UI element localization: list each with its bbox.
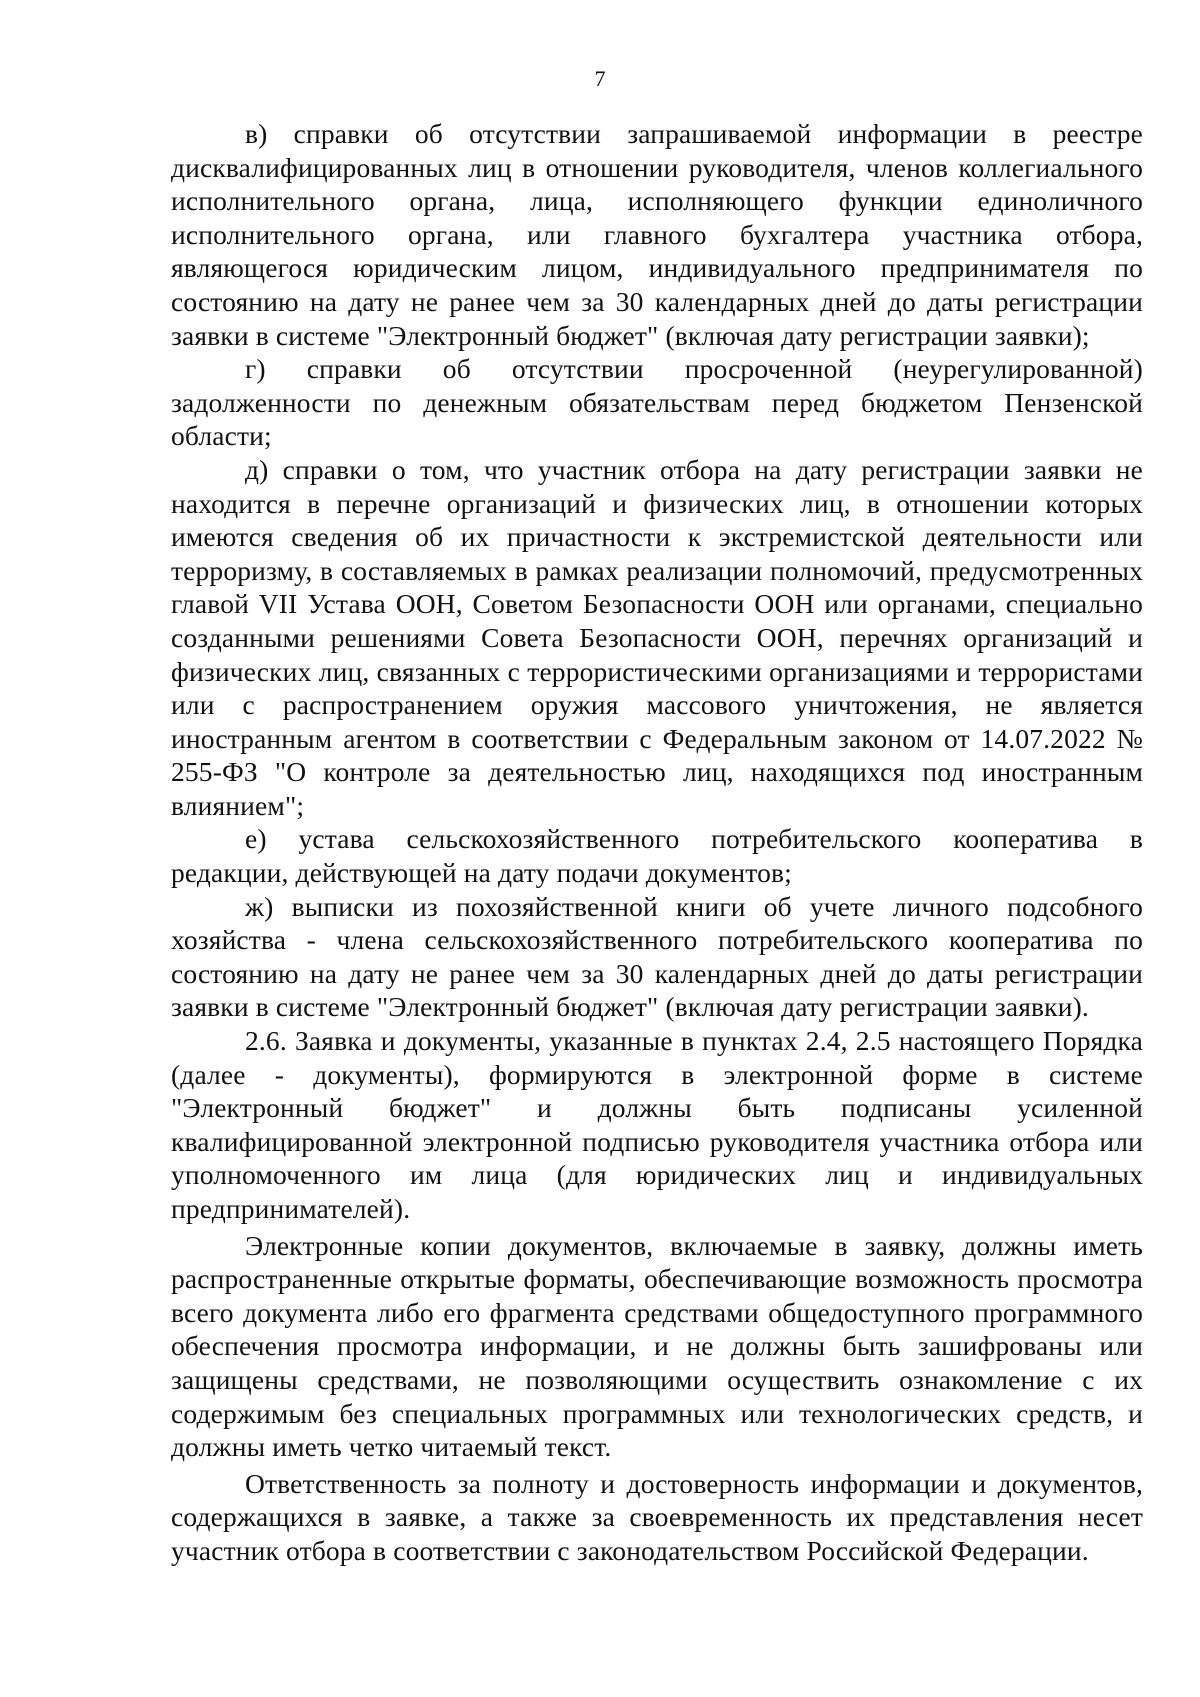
paragraph-electronic-copies: Электронные копии документов, включаемые в заявку, должны иметь распространенные открытые форматы, обеспечивающие возможность просмотра всего документа либо его фрагмента средствами общедоступного программного обеспечения просмотра информации, и не должны быть зашифрованы или защищены средствами, не позволяющими осуществить ознакомление с их содержимым без специальных программных или технологических средств, и должны иметь четко читаемый текст. [171, 1229, 1143, 1463]
paragraph-item-g: г) справки об отсутствии просроченной (неурегулированной) задолженности по денежным обязательствам перед бюджетом Пензенской области; [171, 353, 1143, 452]
paragraph-clause-2-6: 2.6. Заявка и документы, указанные в пунктах 2.4, 2.5 настоящего Порядка (далее - документы), формируются в электронной форме в системе "Электронный бюджет" и должны быть подписаны усиленной квалифицированной электронной подписью руководителя участника отбора или уполномоченного им лица (для юридических лиц и индивидуальных предпринимателей). [171, 1025, 1143, 1224]
page-number: 7 [594, 66, 606, 91]
paragraph-responsibility: Ответственность за полноту и достоверность информации и документов, содержащихся в заявке, а также за своевременность их представления несет участник отбора в соответствии с законодательством Российской Федерации. [171, 1467, 1143, 1566]
paragraph-item-v: в) справки об отсутствии запрашиваемой информации в реестре дисквалифицированных лиц в отношении руководителя, членов коллегиального исполнительного органа, лица, исполняющего функции единоличного исполнительного органа, или главного бухгалтера участника отбора, являющегося юридическим лицом, индивидуального предпринимателя по состоянию на дату не ранее чем за 30 календарных дней до даты регистрации заявки в системе "Электронный бюджет" (включая дату регистрации заявки); [171, 118, 1143, 351]
paragraph-item-e: е) устава сельскохозяйственного потребительского кооператива в редакции, действующей на дату подачи документов; [171, 823, 1143, 889]
document-body [171, 117, 1143, 1568]
paragraph-item-zh: ж) выписки из похозяйственной книги об учете личного подсобного хозяйства - члена сельскохозяйственного потребительского кооператива по состоянию на дату не ранее чем за 30 календарных дней до даты регистрации заявки в системе "Электронный бюджет" (включая дату регистрации заявки). [171, 890, 1143, 1023]
paragraph-item-d: д) справки о том, что участник отбора на дату регистрации заявки не находится в перечне организаций и физических лиц, в отношении которых имеются сведения об их причастности к экстремистской деятельности или терроризму, в составляемых в рамках реализации полномочий, предусмотренных главой VII Устава ООН, Советом Безопасности ООН или органами, специально созданными решениями Совета Безопасности ООН, перечнях организаций и физических лиц, связанных с террористическими организациями и террористами или с распространением оружия массового уничтожения, не является иностранным агентом в соответствии с Федеральным законом от 14.07.2022 № 255-ФЗ "О контроле за деятельностью лиц, находящихся под иностранным влиянием"; [171, 453, 1143, 821]
